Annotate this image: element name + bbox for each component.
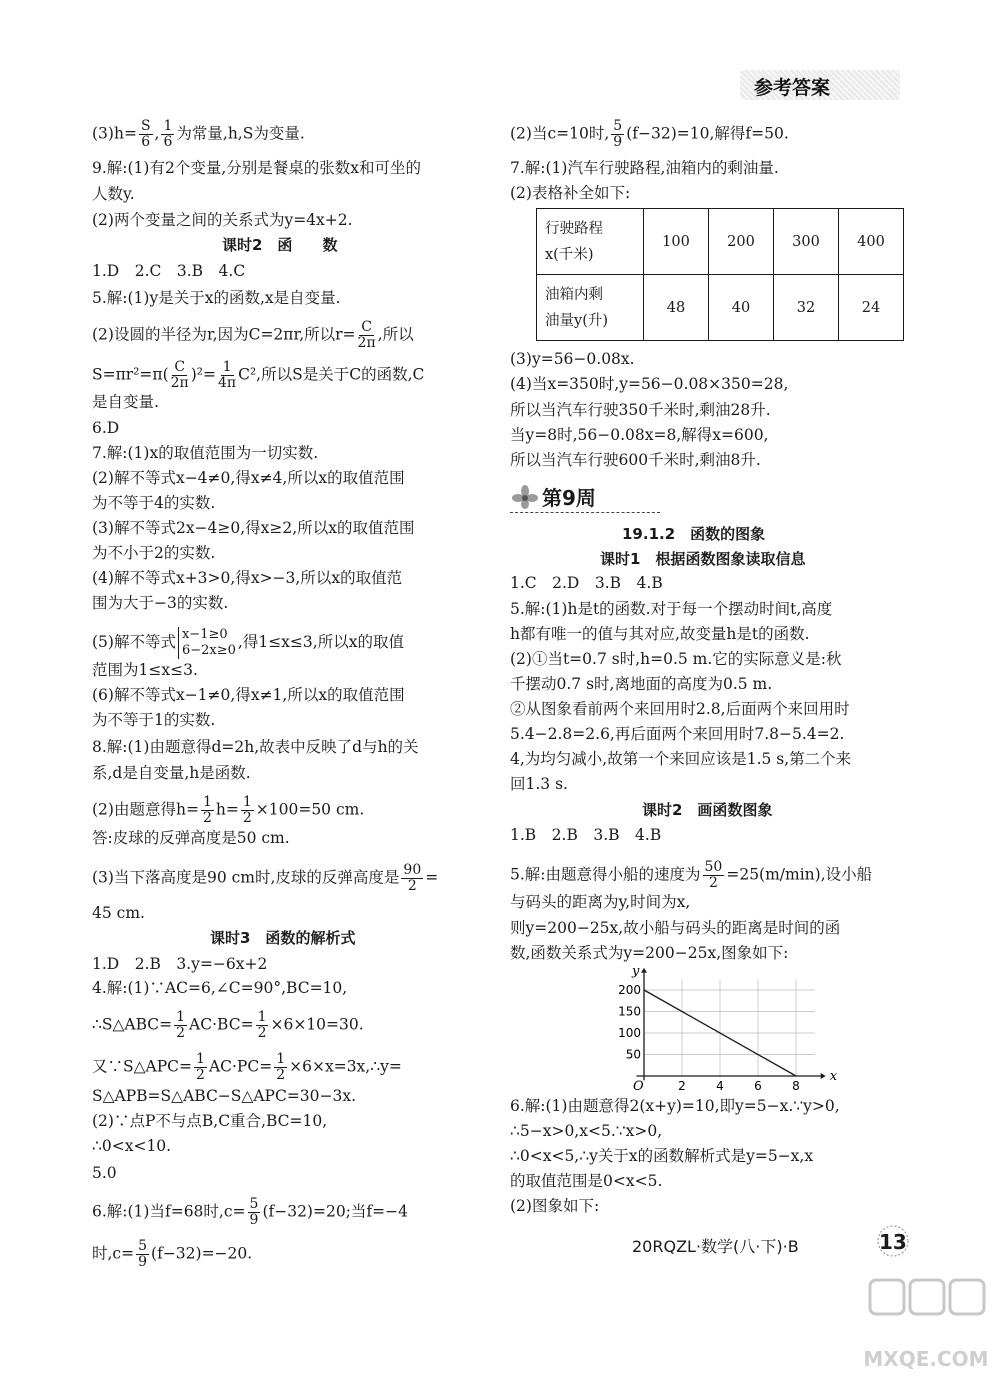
table-cell: 200 (709, 209, 774, 275)
table-cell: 40 (709, 275, 774, 341)
footer-code: 20RQZL·数学(八·下)·B (632, 1237, 799, 1256)
line: S△APB=S△ABC−S△APC=30−3x. (92, 1087, 357, 1105)
line: 系,d是自变量,h是函数. (92, 764, 251, 782)
y-tick-label: 50 (625, 1047, 641, 1062)
section-heading: 19.1.2 函数的图象 (622, 525, 766, 543)
line: (3)h= $\frac{S}{6}$ , $\frac{1}{6}$ 为常量,h,S为变量. (92, 118, 305, 150)
line: 范围为1≤x≤3. (92, 661, 198, 679)
answer-tab (740, 70, 900, 100)
line: 6.解:(1)由题意得2(x+y)=10,即y=5−x.∵y>0, (510, 1097, 840, 1115)
line: 1.B 2.B 3.B 4.B (510, 826, 662, 844)
x-tick-label: 8 (792, 1079, 800, 1093)
y-tick-label: 150 (618, 1004, 641, 1019)
lesson-heading: 课时2 画函数图象 (642, 801, 773, 819)
line: 5.解:由题意得小船的速度为 $\frac{50}{2}$ =25(m/min),设小船 (510, 859, 873, 891)
line: 所以当汽车行驶600千米时,剩油8升. (510, 451, 761, 469)
line: 数,函数关系式为y=200−25x,图象如下: (510, 944, 789, 962)
line: 围为大于−3的实数. (92, 594, 229, 612)
line: (2)表格补全如下: (510, 184, 631, 202)
line: 千摆动0.7 s时,离地面的高度为0.5 m. (510, 675, 773, 693)
line: (3)解不等式2x−4≥0,得x≥2,所以x的取值范围 (92, 519, 415, 537)
line: (2)①当t=0.7 s时,h=0.5 m.它的实际意义是:秋 (510, 650, 842, 668)
watermark-logo (862, 1258, 990, 1378)
chart-gridlines (644, 979, 815, 1076)
week-title: 第9周 (542, 486, 596, 510)
line: 8.解:(1)由题意得d=2h,故表中反映了d与h的关 (92, 738, 419, 756)
line: (2)∵点P不与点B,C重合,BC=10, (92, 1112, 328, 1130)
line: (4)解不等式x+3>0,得x>−3,所以x的取值范 (92, 569, 403, 587)
table-cell: 300 (774, 209, 839, 275)
line: 的取值范围是0<x<5. (510, 1172, 663, 1190)
week-underline (510, 512, 660, 513)
line: 人数y. (92, 185, 135, 203)
line: ∴0<x<10. (92, 1137, 172, 1155)
line: (2)图象如下: (510, 1197, 600, 1215)
line: 5.4−2.8=2.6,再后面两个来回用时7.8−5.4=2. (510, 725, 845, 743)
line: 答:皮球的反弹高度是50 cm. (92, 829, 290, 847)
x-tick-label: 4 (716, 1079, 724, 1093)
line: 时,c= $\frac{5}{9}$ (f−32)=−20. (92, 1238, 253, 1270)
table-row (537, 275, 904, 341)
y-tick-label: 100 (618, 1026, 641, 1040)
line: 7.解:(1)汽车行驶路程,油箱内的剩油量. (510, 159, 779, 177)
line: 为不等于1的实数. (92, 711, 216, 729)
table-cell: 32 (774, 275, 839, 341)
lesson-heading: 课时1 根据函数图象读取信息 (600, 550, 806, 568)
line: ∴S△ABC= $\frac{1}{2}$ AC·BC= $\frac{1}{2}$ ×6×10=30. (92, 1009, 364, 1041)
line: (2)解不等式x−4≠0,得x≠4,所以x的取值范围 (92, 469, 405, 487)
line: 5.0 (92, 1164, 117, 1182)
line: S=πr²=π( $\frac{C}{2\pi}$ )²= $\frac{1}{4\pi}$ C²,所以S是关于C的函数,C (92, 359, 425, 391)
line: 回1.3 s. (510, 775, 568, 793)
lesson-heading: 课时3 函数的解析式 (210, 929, 356, 947)
line: (2)当c=10时, $\frac{5}{9}$ (f−32)=10,解得f=50. (510, 118, 789, 150)
line: 为不小于2的实数. (92, 544, 216, 562)
x-axis-arrow (821, 1073, 826, 1079)
line: 45 cm. (92, 904, 145, 922)
lesson-heading: 课时2 函 数 (222, 236, 338, 254)
line: (2)设圆的半径为r,因为C=2πr,所以r= $\frac{C}{2\pi}$ ,所以 (92, 319, 414, 351)
line: 5.解:(1)h是t的函数.对于每一个摆动时间t,高度 (510, 600, 833, 618)
y-axis-arrow (641, 968, 647, 973)
line: 为不等于4的实数. (92, 494, 216, 512)
x-tick-label: 2 (678, 1079, 686, 1093)
line: (2)由题意得h= $\frac{1}{2}$ h= $\frac{1}{2}$ ×100=50 cm. (92, 794, 365, 826)
table-cell: 100 (644, 209, 709, 275)
line: (4)当x=350时,y=56−0.08×350=28, (510, 375, 789, 393)
line: (5)解不等式 x−1≥0 6−2x≥0 ,得1≤x≤3,所以x的取值 (92, 627, 404, 658)
line: 又∵S△APC= $\frac{1}{2}$ AC·PC= $\frac{1}{2}$ ×6×x=3x,∴y= (92, 1051, 402, 1083)
line: h都有唯一的值与其对应,故变量h是t的函数. (510, 625, 810, 643)
fuel-table (536, 208, 904, 341)
line: (3)y=56−0.08x. (510, 350, 635, 368)
table-row (537, 209, 904, 275)
line: (2)两个变量之间的关系式为y=4x+2. (92, 211, 353, 229)
page-number: 13 (876, 1224, 910, 1258)
line: 4,为均匀减小,故第一个来回应该是1.5 s,第二个来 (510, 750, 852, 768)
table-cell: 48 (644, 275, 709, 341)
line: 所以当汽车行驶350千米时,剩油28升. (510, 401, 771, 419)
table-cell: 24 (839, 275, 904, 341)
svg-text:MXQE.COM: MXQE.COM (863, 1347, 989, 1371)
line: 9.解:(1)有2个变量,分别是餐桌的张数x和可坐的 (92, 159, 421, 177)
x-tick-label: 6 (754, 1079, 762, 1093)
line: 5.解:(1)y是关于x的函数,x是自变量. (92, 289, 341, 307)
line: ②从图象看前两个来回用时2.8,后面两个来回用时 (510, 700, 850, 718)
line: (6)解不等式x−1≠0,得x≠1,所以x的取值范围 (92, 686, 405, 704)
line: 与码头的距离为y,时间为x, (510, 893, 691, 911)
week-banner (510, 482, 610, 512)
y-tick-label: 200 (618, 983, 641, 997)
line: 则y=200−25x,故小船与码头的距离是时间的函 (510, 919, 841, 937)
line: 1.C 2.D 3.B 4.B (510, 574, 663, 592)
line: 当y=8时,56−0.08x=8,解得x=600, (510, 426, 769, 444)
line: (3)当下落高度是90 cm时,皮球的反弹高度是 $\frac{90}{2}$ = (92, 862, 439, 894)
table-row-header: 油箱内剩 油量y(升) (537, 275, 644, 341)
y-axis-label: y (632, 968, 640, 979)
line: 1.D 2.B 3.y=−6x+2 (92, 955, 268, 973)
line: 1.D 2.C 3.B 4.C (92, 262, 246, 280)
line: 6.解:(1)当f=68时,c= $\frac{5}{9}$ (f−32)=20;当f=−4 (92, 1196, 408, 1228)
line-chart (600, 968, 840, 1093)
table-cell: 400 (839, 209, 904, 275)
x-axis-label: x (829, 1069, 838, 1084)
table-row-header: 行驶路程 x(千米) (537, 209, 644, 275)
flower-icon (510, 484, 540, 510)
line: ∴5−x>0,x<5.∵x>0, (510, 1122, 663, 1140)
line: 是自变量. (92, 393, 159, 411)
line: 6.D (92, 419, 120, 437)
line: 4.解:(1)∵AC=6,∠C=90°,BC=10, (92, 979, 348, 997)
answer-tab-label: 参考答案 (754, 77, 831, 99)
origin-label: O (633, 1079, 644, 1093)
watermark (862, 1258, 990, 1378)
line: ∴0<x<5,∴y关于x的函数解析式是y=5−x,x (510, 1147, 814, 1165)
line: 7.解:(1)x的取值范围为一切实数. (92, 444, 319, 462)
